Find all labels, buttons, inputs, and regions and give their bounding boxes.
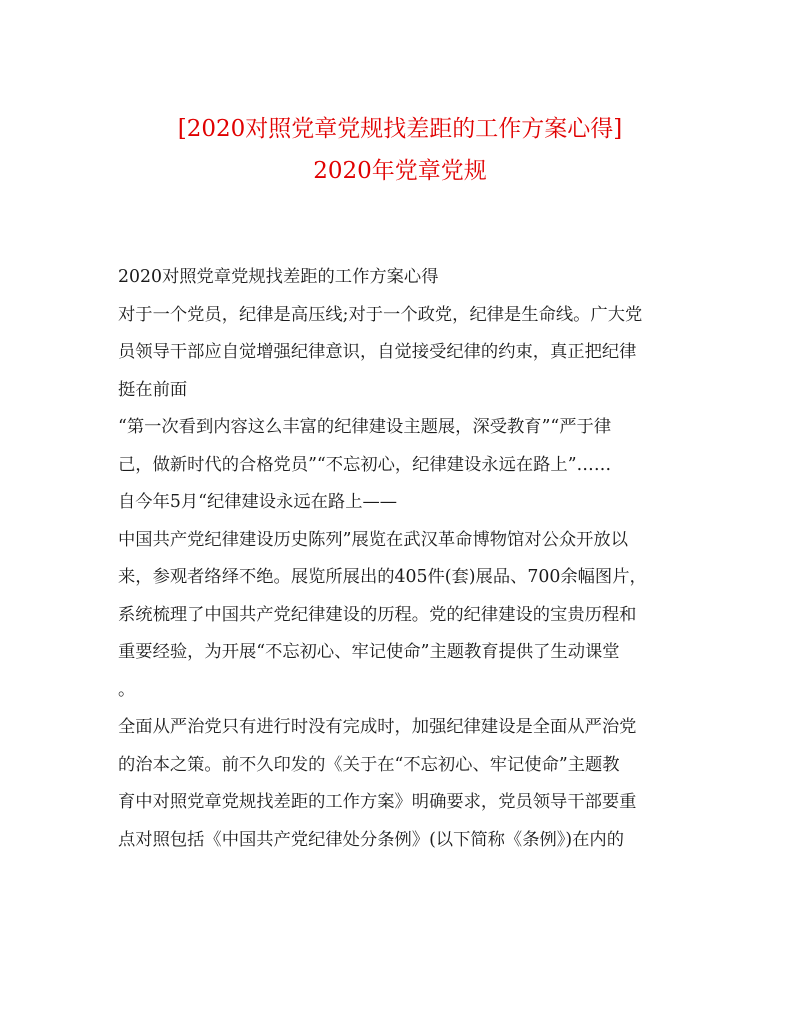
body-line: 来，参观者络绎不绝。展览所展出的405件(套)展品、700余幅图片， <box>118 567 647 587</box>
body-line: 自今年5月“纪律建设永远在路上—— <box>118 492 398 512</box>
document-title <box>0 108 800 192</box>
body-line: 。 <box>118 679 136 700</box>
body-line: “第一次看到内容这么丰富的纪律建设主题展，深受教育”“严于律 <box>118 417 612 437</box>
body-line: 对于一个党员，纪律是高压线;对于一个政党，纪律是生命线。广大党 <box>118 304 643 325</box>
body-line: 的治本之策。前不久印发的《关于在“不忘初心、牢记使命”主题教 <box>118 754 620 775</box>
body-line: 重要经验，为开展“不忘初心、牢记使命”主题教育提供了生动课堂 <box>118 642 620 662</box>
body-line: 挺在前面 <box>118 379 188 400</box>
title-line-1: [2020对照党章党规找差距的工作方案心得] <box>177 116 623 142</box>
document-body <box>118 259 688 859</box>
body-line: 2020对照党章党规找差距的工作方案心得 <box>118 267 439 287</box>
body-line: 全面从严治党只有进行时没有完成时，加强纪律建设是全面从严治党 <box>118 717 637 737</box>
body-line: 系统梳理了中国共产党纪律建设的历程。党的纪律建设的宝贵历程和 <box>118 604 637 625</box>
body-line: 中国共产党纪律建设历史陈列”展览在武汉革命博物馆对公众开放以 <box>118 529 628 550</box>
body-line: 己，做新时代的合格党员”“不忘初心，纪律建设永远在路上”…… <box>118 454 612 475</box>
body-line: 点对照包括《中国共产党纪律处分条例》(以下简称《条例》)在内的 <box>118 829 624 850</box>
title-line-2: 2020年党章党规 <box>313 158 487 184</box>
body-line: 员领导干部应自觉增强纪律意识，自觉接受纪律的约束，真正把纪律 <box>118 342 637 362</box>
body-line: 育中对照党章党规找差距的工作方案》明确要求，党员领导干部要重 <box>118 792 637 812</box>
